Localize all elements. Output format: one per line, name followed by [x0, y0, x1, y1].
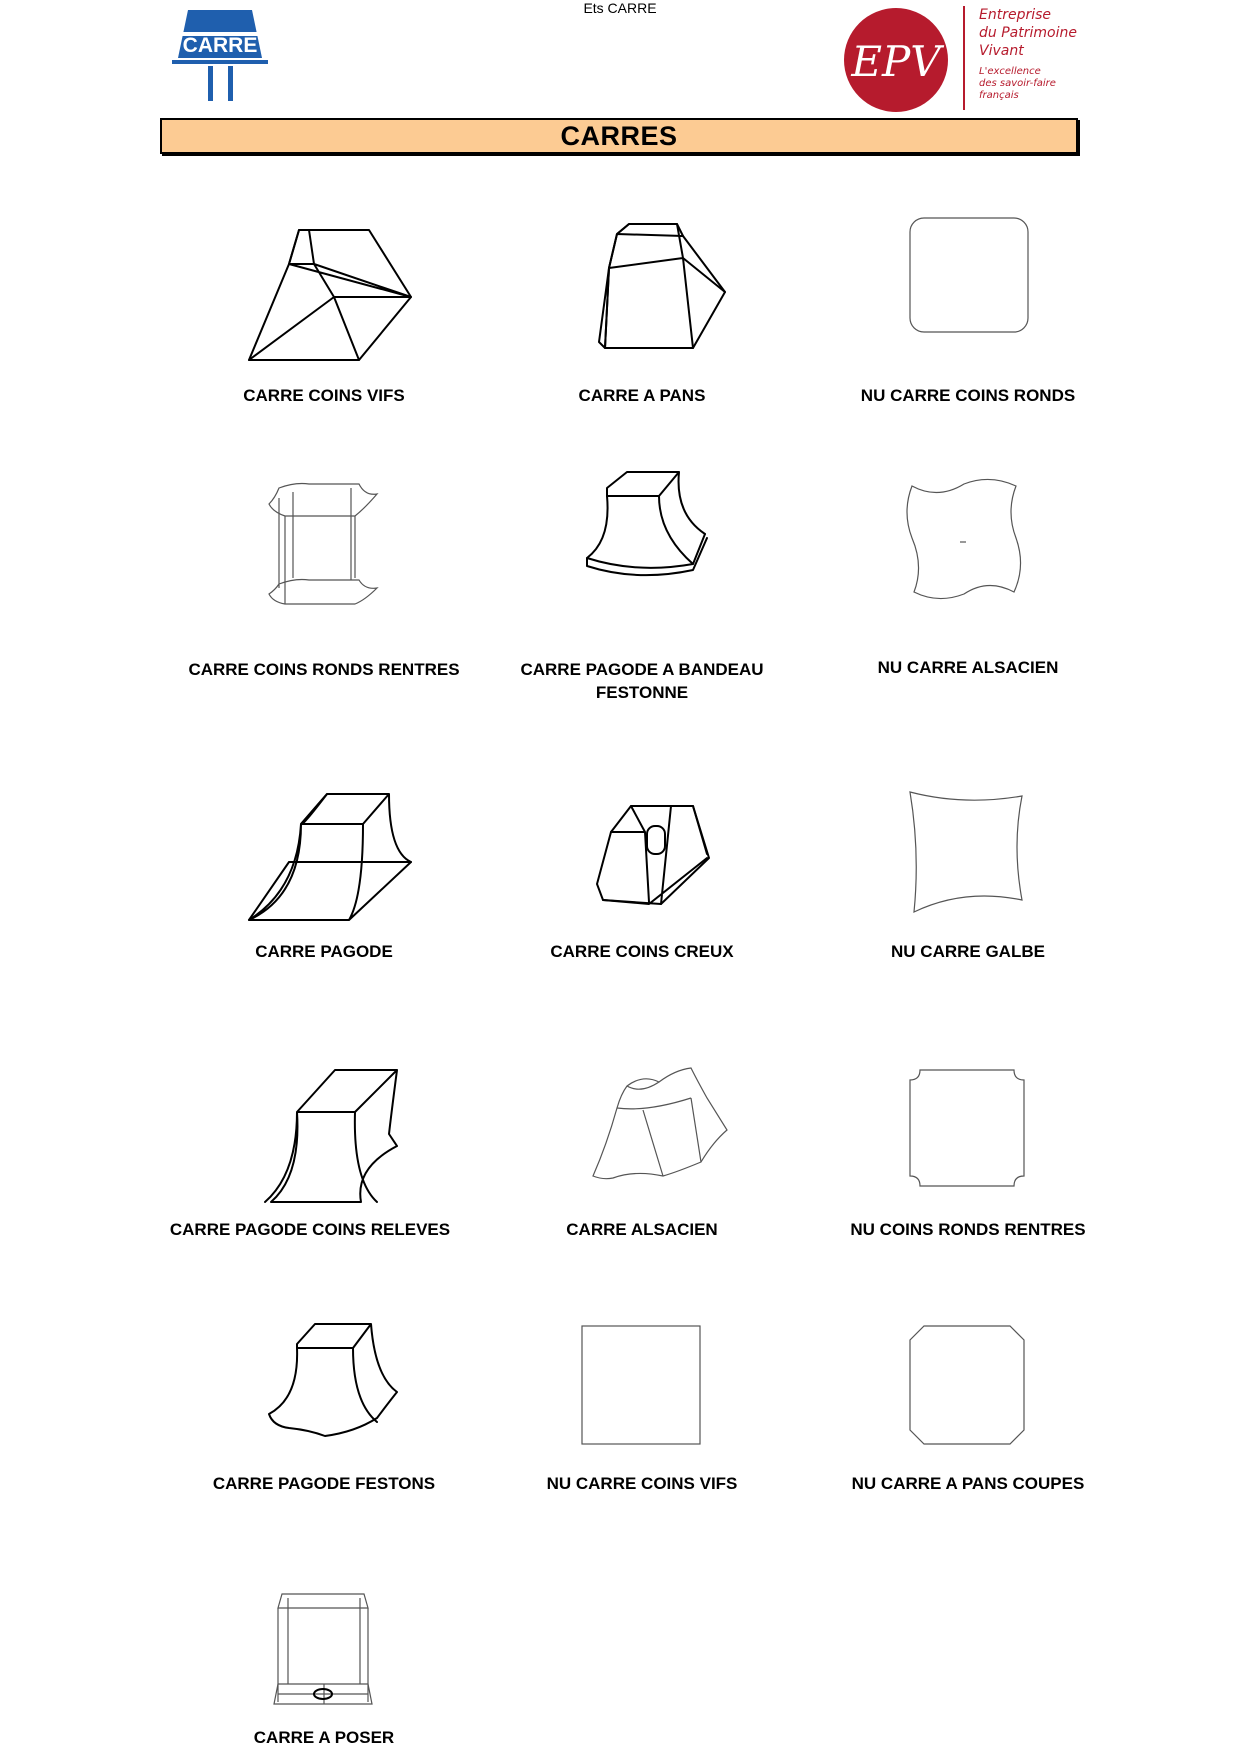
item-label: NU COINS RONDS RENTRES — [850, 1220, 1086, 1239]
product-carre-coins-creux — [482, 796, 802, 961]
carre-pagode-coins-releves-drawing — [215, 1064, 405, 1204]
epv-line-3: Vivant — [979, 43, 1024, 59]
item-label: CARRE A POSER — [253, 1728, 395, 1747]
item-label: CARRE COINS RONDS RENTRES — [188, 660, 460, 679]
carre-logo — [170, 8, 270, 103]
product-nu-carre-galbe — [808, 786, 1128, 961]
product-carre-a-pans — [482, 212, 802, 405]
product-carre-coins-vifs — [164, 212, 484, 405]
section-title-bar — [160, 118, 1078, 154]
item-label: CARRE COINS VIFS — [243, 386, 405, 405]
epv-monogram: EPV — [851, 37, 941, 86]
item-label: NU CARRE ALSACIEN — [877, 658, 1059, 677]
carre-alsacien-drawing — [547, 1064, 737, 1204]
product-nu-carre-alsacien — [808, 474, 1128, 677]
carre-pagode-drawing — [229, 786, 419, 926]
nu-coins-ronds-rentres-drawing — [898, 1064, 1038, 1194]
item-label: CARRE A PANS — [578, 386, 706, 405]
product-nu-carre-coins-vifs — [482, 1318, 802, 1493]
item-label: CARRE COINS CREUX — [550, 942, 734, 961]
product-carre-pagode-a-bandeau-festonne — [482, 464, 802, 702]
carre-coins-vifs-drawing — [229, 212, 419, 367]
item-label: CARRE PAGODE — [255, 942, 393, 961]
nu-carre-galbe-drawing — [898, 786, 1038, 916]
carre-pagode-festons-drawing — [229, 1318, 419, 1443]
product-carre-coins-ronds-rentres — [164, 474, 484, 679]
epv-text — [979, 6, 1077, 102]
epv-divider — [963, 6, 965, 110]
carre-a-poser-drawing — [264, 1586, 384, 1716]
carre-logo-text: CARRE — [182, 34, 258, 57]
item-label: NU CARRE GALBE — [891, 942, 1045, 961]
carre-pagode-bandeau-festonne-drawing — [547, 464, 737, 594]
product-carre-a-poser — [164, 1586, 484, 1747]
product-nu-carre-coins-ronds — [808, 212, 1128, 405]
product-carre-alsacien — [482, 1064, 802, 1239]
product-carre-pagode-festons — [164, 1318, 484, 1493]
nu-carre-a-pans-coupes-drawing — [898, 1318, 1038, 1448]
product-carre-pagode-coins-releves — [150, 1064, 470, 1239]
epv-line-2: du Patrimoine — [979, 25, 1077, 41]
product-nu-coins-ronds-rentres — [808, 1064, 1128, 1239]
product-nu-carre-a-pans-coupes — [808, 1318, 1128, 1493]
epv-tagline-2: des savoir-faire — [979, 78, 1056, 89]
item-label: CARRE PAGODE COINS RELEVES — [169, 1220, 451, 1239]
item-label: CARRE ALSACIEN — [566, 1220, 718, 1239]
nu-carre-alsacien-drawing — [898, 474, 1038, 604]
item-label: NU CARRE COINS VIFS — [546, 1474, 738, 1493]
item-label: NU CARRE COINS RONDS — [860, 386, 1076, 405]
nu-carre-coins-ronds-drawing — [898, 212, 1038, 342]
company-name: Ets CARRE — [583, 0, 657, 16]
epv-line-1: Entreprise — [979, 7, 1052, 23]
epv-tagline-3: français — [979, 90, 1019, 101]
epv-tagline-1: L'excellence — [979, 66, 1041, 77]
carre-coins-creux-drawing — [547, 796, 737, 926]
nu-carre-coins-vifs-drawing — [572, 1318, 712, 1448]
carre-a-pans-drawing — [547, 212, 737, 367]
item-label: NU CARRE A PANS COUPES — [851, 1474, 1085, 1493]
page-title: CARRES — [560, 120, 678, 151]
item-label: CARRE PAGODE A BANDEAU FESTONNE — [520, 660, 764, 702]
item-label: CARRE PAGODE FESTONS — [212, 1474, 436, 1493]
product-carre-pagode — [164, 786, 484, 961]
carre-coins-ronds-rentres-drawing — [229, 474, 419, 614]
